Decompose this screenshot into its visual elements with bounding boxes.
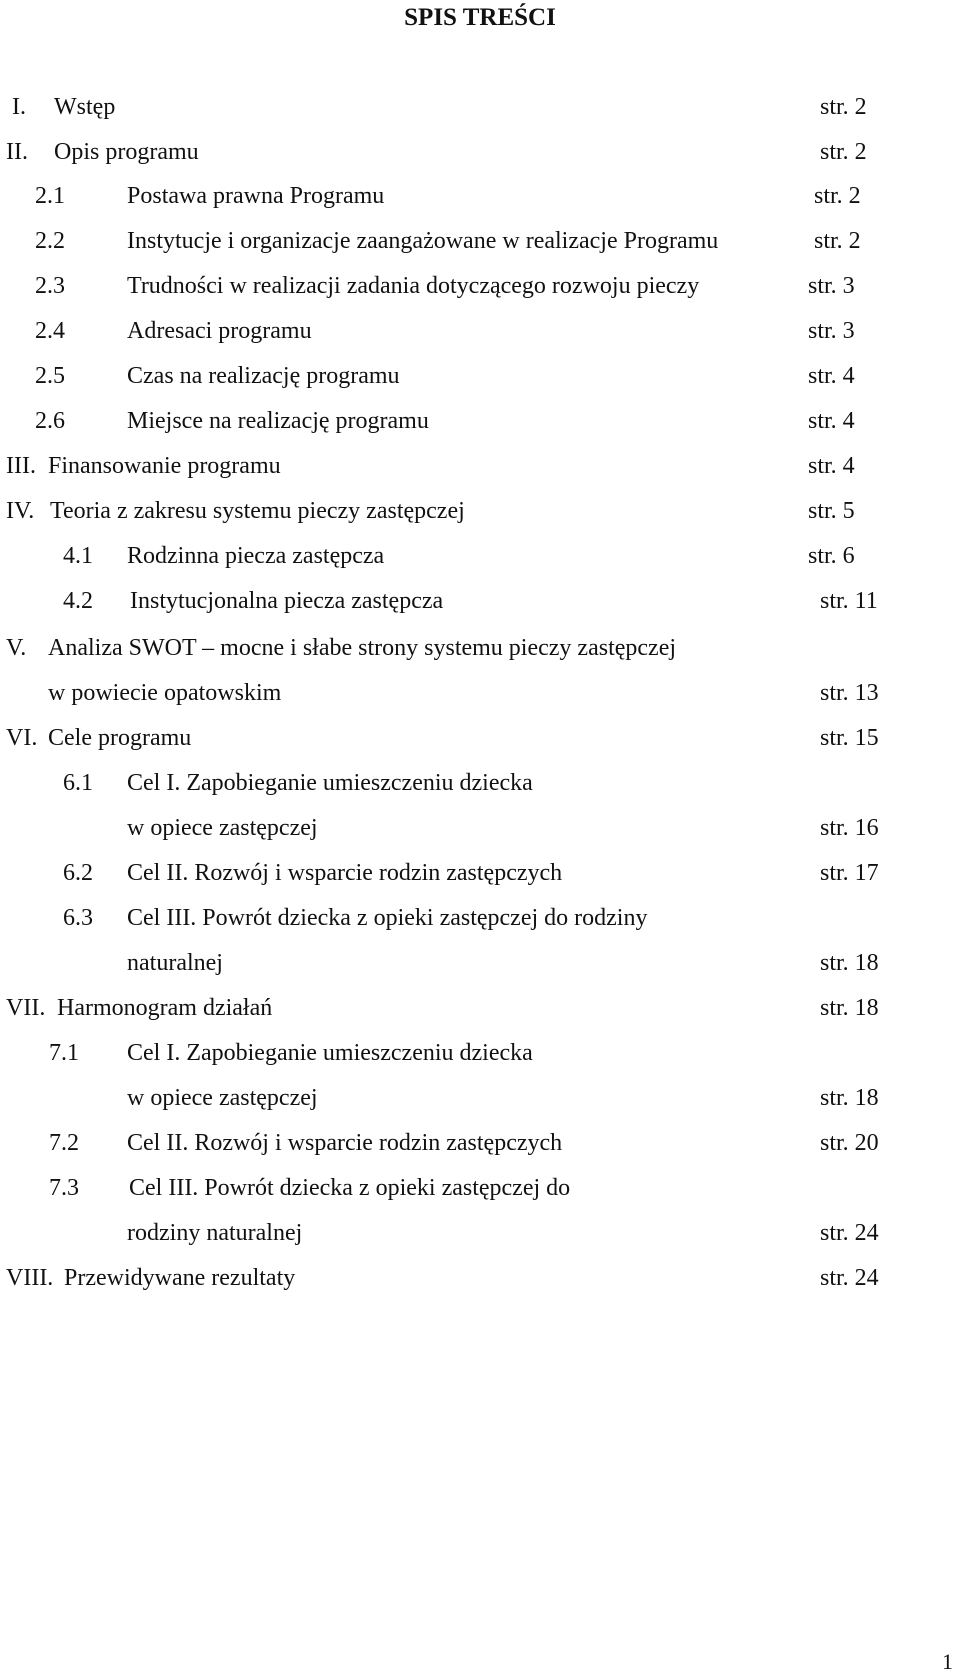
toc-entry-title: Przewidywane rezultaty: [64, 1265, 296, 1291]
toc-entry-title: Cel II. Rozwój i wsparcie rodzin zastępczych: [127, 1130, 563, 1156]
toc-entry-page: str. 18: [820, 1085, 879, 1111]
toc-entry: [0, 1038, 960, 1068]
toc-entry: [0, 1128, 960, 1158]
toc-entry-title: Teoria z zakresu systemu pieczy zastępczej: [50, 498, 465, 524]
toc-entry-title: Adresaci programu: [127, 318, 312, 344]
toc-entry-page: str. 18: [820, 950, 879, 976]
toc-entry-title: Harmonogram działań: [57, 995, 273, 1021]
toc-entry: [0, 1218, 960, 1248]
toc-entry-number: 7.2: [49, 1130, 79, 1156]
toc-entry-page: str. 5: [808, 498, 855, 524]
toc-entry: [0, 948, 960, 978]
toc-entry: [0, 858, 960, 888]
toc-entry-page: str. 2: [814, 183, 861, 209]
toc-entry-page: str. 18: [820, 995, 879, 1021]
toc-entry-title: Opis programu: [54, 139, 199, 165]
toc-entry-title: w opiece zastępczej: [127, 815, 318, 841]
toc-entry-page: str. 2: [820, 139, 867, 165]
toc-entry: [0, 1173, 960, 1203]
toc-entry-number: II.: [6, 139, 28, 165]
toc-entry: [0, 586, 960, 616]
toc-entry-number: 2.1: [35, 183, 65, 209]
toc-entry-title: rodziny naturalnej: [127, 1220, 303, 1246]
toc-entry-number: 7.1: [49, 1040, 79, 1066]
toc-entry: [0, 361, 960, 391]
toc-entry: [0, 723, 960, 753]
toc-entry-page: str. 13: [820, 680, 879, 706]
toc-entry-number: I.: [12, 94, 26, 120]
toc-entry: [0, 92, 960, 122]
toc-entry-title: w powiecie opatowskim: [48, 680, 282, 706]
toc-entry-page: str. 3: [808, 273, 855, 299]
toc-entry-page: str. 17: [820, 860, 879, 886]
toc-entry-number: 6.2: [63, 860, 93, 886]
toc-entry-page: str. 2: [820, 94, 867, 120]
toc-entry-number: 2.2: [35, 228, 65, 254]
toc-entry-number: V.: [6, 635, 27, 661]
toc-entry-number: III.: [6, 453, 36, 479]
toc-entry-page: str. 6: [808, 543, 855, 569]
toc-entry-number: 2.4: [35, 318, 65, 344]
toc-entry-title: w opiece zastępczej: [127, 1085, 318, 1111]
toc-entry-page: str. 24: [820, 1220, 879, 1246]
toc-entry-number: IV.: [6, 498, 35, 524]
toc-entry-page: str. 24: [820, 1265, 879, 1291]
toc-entry: [0, 678, 960, 708]
toc-entry: [0, 768, 960, 798]
toc-entry-number: VII.: [6, 995, 46, 1021]
toc-entry-title: Cel II. Rozwój i wsparcie rodzin zastępczych: [127, 860, 563, 886]
toc-entry: [0, 226, 960, 256]
toc-entry-title: Miejsce na realizację programu: [127, 408, 429, 434]
toc-entry: [0, 496, 960, 526]
toc-entry-number: 7.3: [49, 1175, 79, 1201]
toc-entry-title: Cele programu: [48, 725, 192, 751]
toc-entry-number: VI.: [6, 725, 38, 751]
toc-entry: [0, 1083, 960, 1113]
toc-entry-number: 6.3: [63, 905, 93, 931]
toc-entry-title: Trudności w realizacji zadania dotyczącego rozwoju pieczy: [127, 273, 700, 299]
toc-entry-number: 2.5: [35, 363, 65, 389]
page-number: 1: [942, 1649, 953, 1674]
toc-entry-page: str. 15: [820, 725, 879, 751]
toc-entry-page: str. 4: [808, 408, 855, 434]
toc-entry-title: Analiza SWOT – mocne i słabe strony systemu pieczy zastępczej: [48, 635, 677, 661]
toc-entry: [0, 813, 960, 843]
toc-entry-number: 2.3: [35, 273, 65, 299]
toc-entry: [0, 137, 960, 167]
toc-entry: [0, 903, 960, 933]
toc-entry: [0, 316, 960, 346]
document-title: SPIS TREŚCI: [404, 4, 556, 31]
toc-entry: [0, 451, 960, 481]
toc-entry: [0, 1263, 960, 1293]
toc-entry-number: 4.1: [63, 543, 93, 569]
toc-entry-page: str. 11: [820, 588, 878, 614]
toc-entry-title: Finansowanie programu: [48, 453, 281, 479]
toc-entry-page: str. 4: [808, 363, 855, 389]
toc-entry-number: 6.1: [63, 770, 93, 796]
toc-entry-title: Cel I. Zapobieganie umieszczeniu dziecka: [127, 1040, 533, 1066]
toc-entry: [0, 181, 960, 211]
toc-entry: [0, 633, 960, 663]
toc-entry-page: str. 3: [808, 318, 855, 344]
toc-entry: [0, 541, 960, 571]
toc-entry-title: Instytucjonalna piecza zastępcza: [130, 588, 444, 614]
toc-entry-page: str. 16: [820, 815, 879, 841]
toc-entry: [0, 993, 960, 1023]
toc-entry-title: Cel I. Zapobieganie umieszczeniu dziecka: [127, 770, 533, 796]
toc-entry-title: Instytucje i organizacje zaangażowane w realizacje Programu: [127, 228, 719, 254]
toc-entry-title: Postawa prawna Programu: [127, 183, 385, 209]
toc-entry-title: Rodzinna piecza zastępcza: [127, 543, 385, 569]
toc-entry-page: str. 20: [820, 1130, 879, 1156]
toc-entry-page: str. 4: [808, 453, 855, 479]
toc-entry-title: Czas na realizację programu: [127, 363, 400, 389]
toc-entry: [0, 271, 960, 301]
toc-entry-title: Cel III. Powrót dziecka z opieki zastępczej do: [129, 1175, 571, 1201]
toc-entry-number: 2.6: [35, 408, 65, 434]
toc-entry-page: str. 2: [814, 228, 861, 254]
toc-entry-number: VIII.: [6, 1265, 54, 1291]
toc-entry-number: 4.2: [63, 588, 93, 614]
toc-entry: [0, 406, 960, 436]
toc-entry-title: Cel III. Powrót dziecka z opieki zastępczej do rodziny: [127, 905, 648, 931]
toc-entry-title: Wstęp: [54, 94, 116, 120]
toc-entry-title: naturalnej: [127, 950, 223, 976]
